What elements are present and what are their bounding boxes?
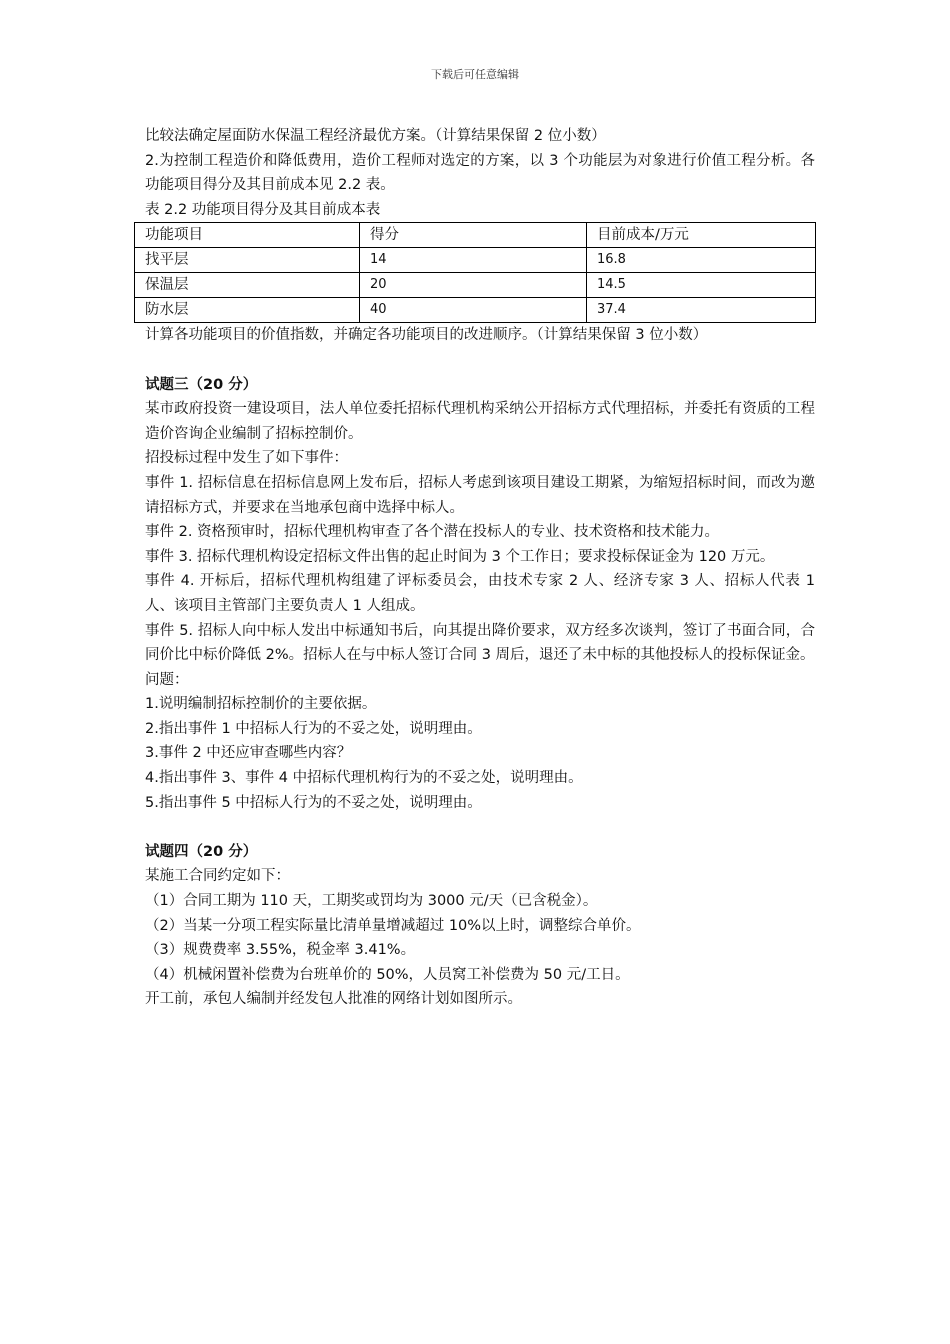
table-cell: 40 — [360, 298, 587, 323]
event-paragraph: 事件 1. 招标信息在招标信息网上发布后，招标人考虑到该项目建设工期紧，为缩短招标时间，而改为邀请招标方式，并要求在当地承包商中选择中标人。 — [145, 474, 815, 516]
table-header-cell: 得分 — [360, 223, 587, 248]
contract-item: （2）当某一分项工程实际量比清单量增减超过 10%以上时，调整综合单价。 — [145, 917, 641, 934]
spacer — [145, 815, 815, 840]
question-4-intro: 某施工合同约定如下： — [145, 868, 290, 885]
after-table-paragraph: 计算各功能项目的价值指数，并确定各功能项目的改进顺序。（计算结果保留 3 位小数） — [145, 327, 708, 344]
question-item: 1.说明编制招标控制价的主要依据。 — [145, 696, 377, 713]
document-body — [145, 124, 815, 1012]
function-cost-table — [134, 222, 816, 323]
table-header-row — [135, 223, 816, 248]
questions-label: 问题： — [145, 671, 189, 688]
event-paragraph: 事件 3. 招标代理机构设定招标文件出售的起止时间为 3 个工作日；要求投标保证金为 120 万元。 — [145, 548, 775, 565]
events-intro: 招投标过程中发生了如下事件： — [145, 450, 348, 467]
table-cell: 14.5 — [587, 273, 816, 298]
question-item: 2.指出事件 1 中招标人行为的不妥之处，说明理由。 — [145, 720, 482, 737]
table-header-cell: 功能项目 — [135, 223, 360, 248]
table-header-cell: 目前成本/万元 — [587, 223, 816, 248]
spacer — [145, 348, 815, 373]
question-item: 4.指出事件 3、事件 4 中招标代理机构行为的不妥之处，说明理由。 — [145, 770, 583, 787]
table-cell: 防水层 — [135, 298, 360, 323]
table-cell: 14 — [360, 248, 587, 273]
event-paragraph: 事件 2. 资格预审时，招标代理机构审查了各个潜在投标人的专业、技术资格和技术能力。 — [145, 524, 720, 541]
question-4-title: 试题四（20 分） — [145, 843, 258, 860]
question-item: 3.事件 2 中还应审查哪些内容？ — [145, 745, 352, 762]
question-item: 5.指出事件 5 中招标人行为的不妥之处，说明理由。 — [145, 794, 482, 811]
table-row — [135, 298, 816, 323]
intro-paragraph-1: 比较法确定屋面防水保温工程经济最优方案。（计算结果保留 2 位小数） — [145, 128, 606, 144]
table-cell: 找平层 — [135, 248, 360, 273]
intro-paragraph-2: 2.为控制工程造价和降低费用，造价工程师对选定的方案，以 3 个功能层为对象进行价值工程分析。各功能项目得分及其目前成本见 2.2 表。 — [145, 152, 815, 194]
event-paragraph: 事件 4. 开标后，招标代理机构组建了评标委员会，由技术专家 2 人、经济专家 3 人、招标人代表 1 人、该项目主管部门主要负责人 1 人组成。 — [145, 573, 815, 614]
question-3-title: 试题三（20 分） — [145, 376, 258, 393]
table-cell: 20 — [360, 273, 587, 298]
question-4-closing: 开工前，承包人编制并经发包人批准的网络计划如图所示。 — [145, 991, 522, 1008]
question-3-intro: 某市政府投资一建设项目，法人单位委托招标代理机构采纳公开招标方式代理招标，并委托有资质的工程造价咨询企业编制了招标控制价。 — [145, 401, 815, 442]
table-caption: 表 2.2 功能项目得分及其目前成本表 — [145, 201, 381, 218]
contract-item: （1）合同工期为 110 天，工期奖或罚均为 3000 元/天（已含税金）。 — [145, 893, 598, 910]
event-paragraph: 事件 5. 招标人向中标人发出中标通知书后，向其提出降价要求，双方经多次谈判，签订了书面合同，合同价比中标价降低 2%。招标人在与中标人签订合同 3 周后，退还了未中标的其他投标人的投标保证金。 — [145, 622, 815, 664]
page-header: 下载后可任意编辑 — [431, 68, 519, 81]
table-row — [135, 273, 816, 298]
table-cell: 37.4 — [587, 298, 816, 323]
table-cell: 16.8 — [587, 248, 816, 273]
contract-item: （4）机械闲置补偿费为台班单价的 50%，人员窝工补偿费为 50 元/工日。 — [145, 966, 630, 983]
table-cell: 保温层 — [135, 273, 360, 298]
table-row — [135, 248, 816, 273]
contract-item: （3）规费费率 3.55%，税金率 3.41%。 — [145, 942, 416, 959]
